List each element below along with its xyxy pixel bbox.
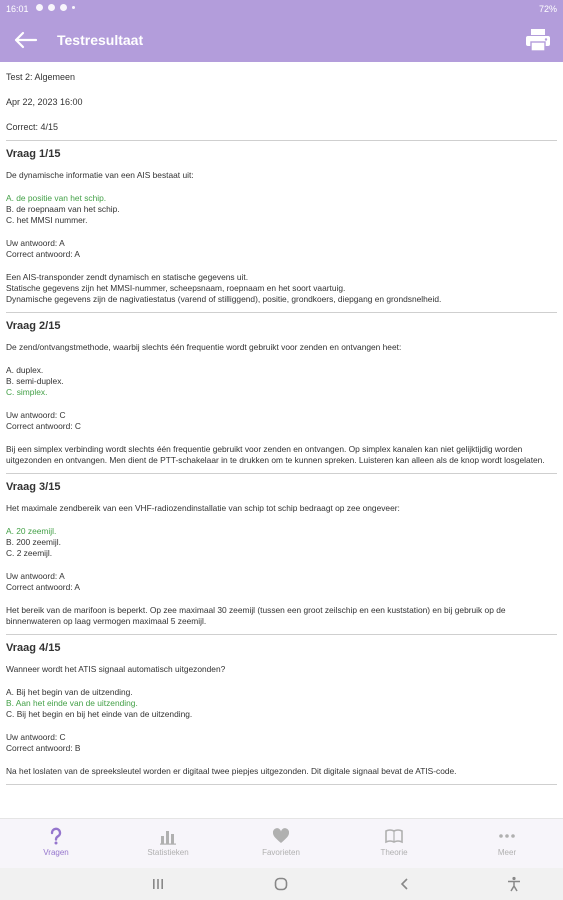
nav-item-statistieken[interactable]: [112, 819, 224, 869]
question-list: [0, 149, 563, 785]
accessibility-icon[interactable]: [506, 876, 522, 897]
question-title: Vraag 1/15: [6, 148, 61, 160]
answer-option: B. de roepnaam van het schip.: [6, 204, 120, 214]
your-answer: Uw antwoord: A: [6, 238, 65, 248]
nav-label-favorieten: Favorieten: [262, 848, 300, 857]
correct-answer: Correct antwoord: A: [6, 582, 81, 592]
answer-options: [6, 526, 557, 559]
correct-option: C. simplex.: [6, 387, 48, 397]
correct-option: A. de positie van het schip.: [6, 193, 107, 203]
nav-item-favorieten[interactable]: [225, 819, 337, 869]
correct-option: A. 20 zeemijl.: [6, 526, 57, 536]
explanation-line: Het bereik van de marifoon is beperkt. Op zee maximaal 30 zeemijl (tussen een groot zeilschip en een kuststation) en bij gebruik op de binnenwateren op laag vermogen maximaal 5 zeemijl.: [6, 605, 506, 626]
notification-dot-icon: [36, 4, 43, 11]
home-icon[interactable]: [273, 876, 289, 897]
correct-answer: Correct antwoord: A: [6, 249, 81, 259]
page-title: Testresultaat: [57, 32, 144, 48]
test-date: Apr 22, 2023 16:00: [6, 97, 83, 107]
question-block: [0, 321, 563, 466]
test-name: Test 2: Algemeen: [6, 72, 76, 82]
answer-options: [6, 365, 557, 398]
notification-dot-icon: [72, 6, 75, 9]
nav-item-theorie[interactable]: [338, 819, 450, 869]
question-block: [0, 482, 563, 627]
back-nav-icon[interactable]: [397, 876, 413, 897]
explanation-line: Dynamische gegevens zijn de nagivatiestatus (varend of stilliggend), positie, grondkoers, diepgang en grondsnelheid.: [6, 294, 442, 304]
question-mark-icon: [47, 827, 65, 845]
answer-option: A. duplex.: [6, 365, 44, 375]
answer-summary: [6, 732, 557, 754]
more-dots-icon: [498, 827, 516, 845]
divider: [6, 473, 557, 474]
explanation-line: Bij een simplex verbinding wordt slechts één frequentie gebruikt voor zenden en ontvangen. Op simplex kanalen kan niet gelijktijdig worden uitgezonden en ontvangen. Men dient de PTT-schakelaar in te drukken om te kunnen spreken. Luisteren kan alleen als de knop wordt losgelaten.: [6, 444, 545, 465]
explanation-line: Na het loslaten van de spreeksleutel worden er digitaal twee piepjes uitgezonden. Dit digitale signaal bevat de ATIS-code.: [6, 766, 457, 776]
heart-icon: [272, 827, 290, 845]
nav-label-vragen: Vragen: [43, 848, 69, 857]
correct-option: B. Aan het einde van de uitzending.: [6, 698, 138, 708]
test-score: Correct: 4/15: [6, 122, 59, 132]
notification-dot-icon: [48, 4, 55, 11]
divider: [6, 312, 557, 313]
answer-options: [6, 193, 557, 226]
answer-option: A. Bij het begin van de uitzending.: [6, 687, 133, 697]
notification-dot-icon: [60, 4, 67, 11]
explanation-line: Een AIS-transponder zendt dynamisch en statische gegevens uit.: [6, 272, 249, 282]
question-title: Vraag 2/15: [6, 320, 61, 332]
question-text: Wanneer wordt het ATIS signaal automatisch uitgezonden?: [6, 664, 226, 674]
your-answer: Uw antwoord: C: [6, 410, 66, 420]
question-title: Vraag 3/15: [6, 481, 61, 493]
your-answer: Uw antwoord: A: [6, 571, 65, 581]
nav-item-vragen[interactable]: [0, 819, 112, 869]
book-icon: [385, 827, 403, 845]
answer-summary: [6, 571, 557, 593]
question-block: [0, 149, 563, 305]
answer-summary: [6, 238, 557, 260]
nav-label-statistieken: Statistieken: [147, 848, 189, 857]
nav-item-meer[interactable]: [451, 819, 563, 869]
explanation: [6, 605, 557, 627]
explanation: [6, 766, 557, 777]
notification-icons: [36, 4, 75, 11]
question-title: Vraag 4/15: [6, 642, 61, 654]
answer-option: B. 200 zeemijl.: [6, 537, 61, 547]
system-navigation-bar: [0, 868, 563, 900]
nav-label-theorie: Theorie: [380, 848, 408, 857]
test-meta: [0, 62, 563, 132]
explanation: [6, 272, 557, 305]
question-block: [0, 643, 563, 777]
nav-label-meer: Meer: [497, 848, 517, 857]
divider: [6, 784, 557, 785]
result-content[interactable]: [0, 62, 563, 818]
recent-apps-icon[interactable]: [150, 876, 166, 897]
explanation-line: Statische gegevens zijn het MMSI-nummer, scheepsnaam, roepnaam en het soort vaartuig.: [6, 283, 346, 293]
correct-answer: Correct antwoord: B: [6, 743, 81, 753]
question-text: De dynamische informatie van een AIS bestaat uit:: [6, 170, 194, 180]
answer-option: C. 2 zeemijl.: [6, 548, 53, 558]
answer-options: [6, 687, 557, 720]
answer-option: C. Bij het begin en bij het einde van de uitzending.: [6, 709, 193, 719]
battery-level: 72%: [538, 4, 557, 14]
question-text: De zend/ontvangstmethode, waarbij slechts één frequentie wordt gebruikt voor zenden en ontvangen heet:: [6, 342, 402, 352]
bar-chart-icon: [159, 827, 177, 845]
correct-answer: Correct antwoord: C: [6, 421, 81, 431]
arrow-left-icon[interactable]: [10, 27, 40, 53]
printer-icon[interactable]: [525, 28, 551, 52]
status-time: 16:01: [6, 4, 29, 14]
status-bar: [0, 0, 563, 18]
answer-option: B. semi-duplex.: [6, 376, 64, 386]
explanation: [6, 444, 557, 466]
answer-summary: [6, 410, 557, 432]
answer-option: C. het MMSI nummer.: [6, 215, 88, 225]
bottom-navigation: [0, 818, 563, 869]
divider: [6, 140, 557, 141]
app-bar: [0, 18, 563, 62]
your-answer: Uw antwoord: C: [6, 732, 66, 742]
divider: [6, 634, 557, 635]
question-text: Het maximale zendbereik van een VHF-radiozendinstallatie van schip tot schip bedraagt op zee ongeveer:: [6, 503, 400, 513]
